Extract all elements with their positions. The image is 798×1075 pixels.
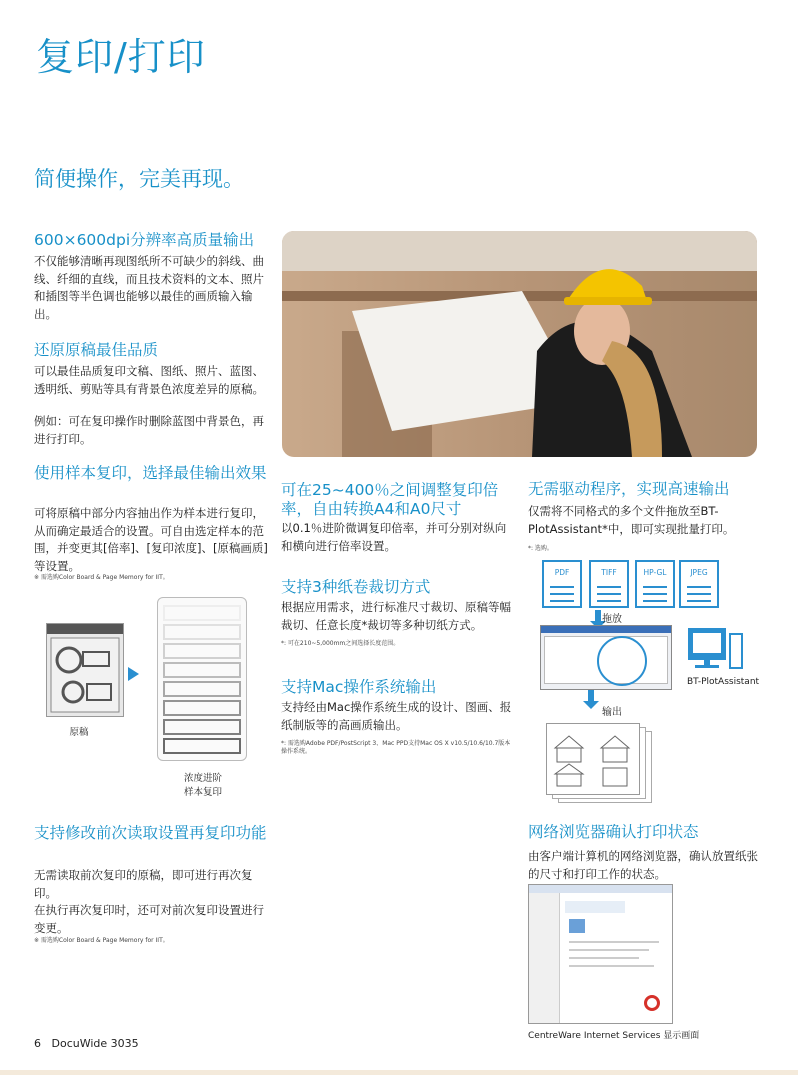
pdf-file-icon	[542, 560, 582, 608]
original-quality-body: 可以最佳品质复印文稿、图纸、照片、蓝图、透明纸、剪贴等具有背景色浓度差异的原稿。	[34, 364, 264, 396]
monitor-base-icon	[695, 665, 719, 668]
roll-cut-body: 根据应用需求，进行标准尺寸裁切、原稿等幅裁切、任意长度*裁切等多种切纸方式。	[281, 600, 511, 632]
roll-cut-note: *: 可在210~5,000mm之间选择长度范围。	[281, 640, 400, 647]
jpeg-file-icon	[679, 560, 719, 608]
engineer-photo	[282, 231, 757, 457]
driverless-note: *: 选购。	[528, 545, 553, 552]
zoom-body: 以0.1％进阶微调复印倍率，并可分别对纵向和横向进行倍率设置。	[281, 521, 507, 553]
original-drawing-image	[46, 623, 124, 717]
output-label: 输出	[602, 707, 622, 718]
density-samples-image	[157, 597, 247, 761]
pc-label: BT-PlotAssistant	[687, 677, 760, 687]
driverless-body: 仅需将不同格式的多个文件拖放至BT-PlotAssistant*中，即可实现批量打印。	[528, 504, 735, 536]
tiff-file-icon	[589, 560, 629, 608]
web-status-body: 由客户端计算机的网络浏览器，确认放置纸张的尺寸和打印工作的状态。	[528, 849, 758, 881]
footer	[34, 1037, 139, 1050]
original-quality-heading: 还原原稿最佳品质	[34, 341, 159, 359]
browser-screenshot	[528, 884, 673, 1024]
samples-caption: 浓度进阶 样本复印	[183, 773, 222, 798]
resolution-heading: 600×600dpi分辨率高质量输出	[34, 231, 255, 249]
web-status-heading: 网络浏览器确认打印状态	[528, 823, 699, 841]
reread-note: ※ 需选购Color Board & Page Memory for IIT。	[34, 937, 169, 944]
resolution-body: 不仅能够清晰再现图纸所不可缺少的斜线、曲线、纤细的直线，而且技术资料的文本、照片和插图等半色调也能够以最佳的画质输入输出。	[34, 254, 264, 321]
driverless-heading: 无需驱动程序，实现高速输出	[528, 480, 730, 498]
reread-body: 无需读取前次复印的原稿，即可进行再次复印。 在执行再次复印时，还可对前次复印设置进行变更。	[34, 868, 264, 935]
page-number: 6	[34, 1037, 41, 1050]
mac-note: *: 需选购Adobe PDF/PostScript 3、Mac PPD支持Mac OS X v10.5/10.6/10.7版本操作系统。	[281, 740, 511, 755]
mac-body: 支持经由Mac操作系统生成的设计、图画、报纸制版等的高画质输出。	[281, 700, 512, 732]
monitor-icon	[688, 628, 726, 660]
sample-copy-heading: 使用样本复印，选择最佳输出效果	[34, 464, 267, 482]
output-arrowhead-icon	[583, 701, 599, 709]
product-name: DocuWide 3035	[51, 1037, 139, 1050]
zoom-circle	[597, 636, 647, 686]
page-title: 复印/打印	[36, 35, 206, 79]
arrow-right-icon	[128, 667, 139, 681]
file-type-label: TIFF	[601, 568, 617, 577]
zoom-heading: 可在25~400％之间调整复印倍率，自由转换A4和A0尺寸	[281, 481, 499, 518]
roll-cut-heading: 支持3种纸卷裁切方式	[281, 578, 431, 596]
web-status-caption: CentreWare Internet Services 显示画面	[528, 1031, 700, 1041]
mac-heading: 支持Mac操作系统输出	[281, 678, 437, 696]
footer-band	[0, 1070, 798, 1075]
pc-tower-icon	[729, 633, 743, 669]
sample-copy-body: 可将原稿中部分内容抽出作为样本进行复印，从而确定最适合的设置。可自由选定样本的范围，并变更其[倍率]、[复印浓度]、[原稿画质]等设置。	[34, 506, 268, 573]
drag-label: 拖放	[602, 614, 622, 625]
output-print-front	[546, 723, 640, 795]
hpgl-file-icon	[635, 560, 675, 608]
file-type-label: PDF	[554, 568, 570, 577]
file-type-label: JPEG	[690, 568, 708, 577]
file-type-label: HP-GL	[643, 568, 667, 577]
original-quality-example: 例如：可在复印操作时删除蓝图中背景色，再进行打印。	[34, 414, 264, 446]
tagline: 简便操作，完美再现。	[34, 167, 244, 191]
sample-copy-note: ※ 需选购Color Board & Page Memory for IIT。	[34, 574, 169, 581]
reread-heading: 支持修改前次读取设置再复印功能	[34, 824, 267, 842]
original-caption: 原稿	[69, 727, 89, 738]
